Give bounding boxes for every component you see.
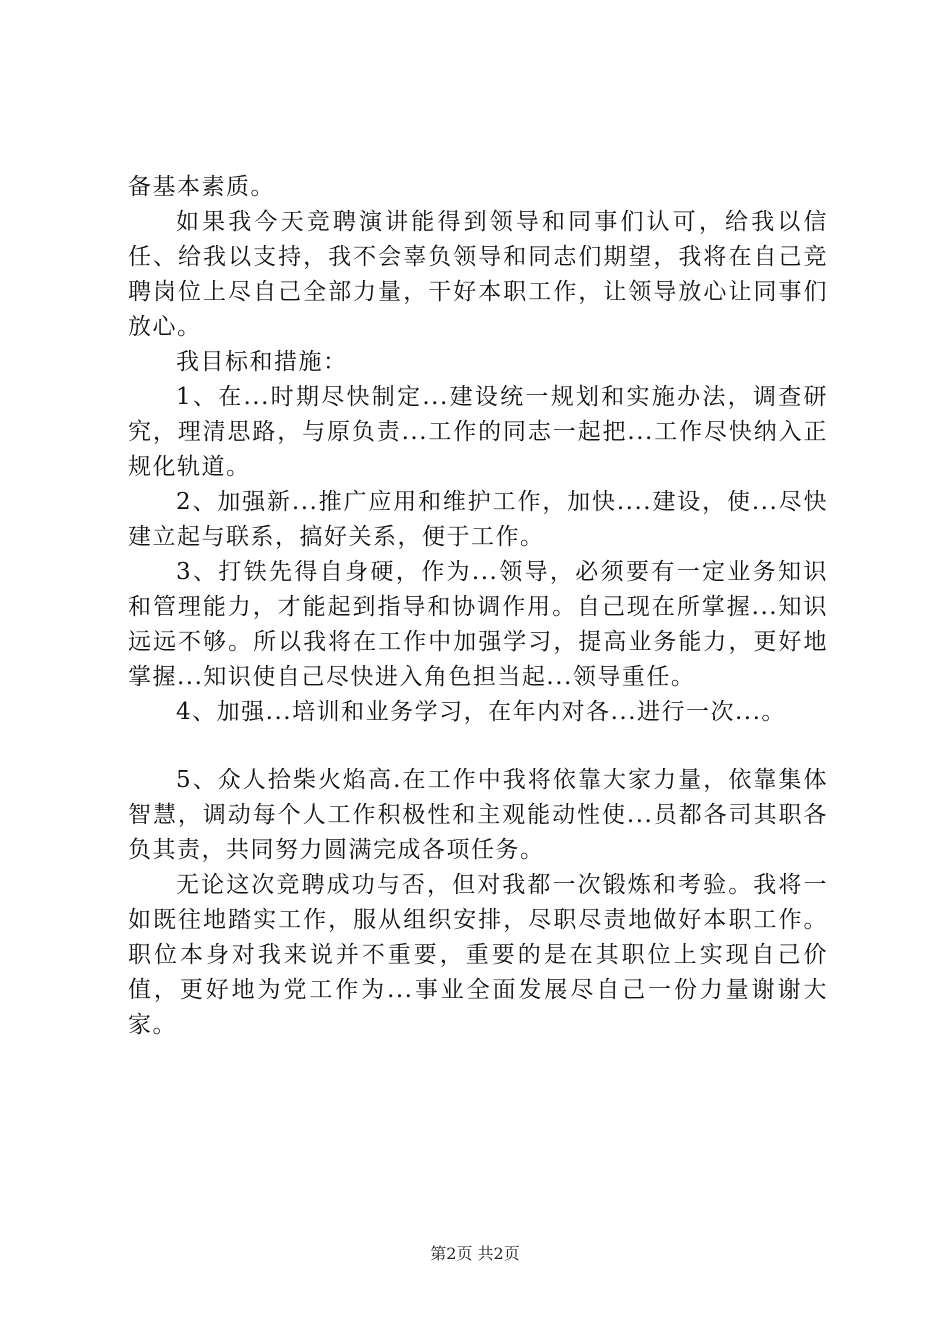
paragraph-item-3: 3、打铁先得自身硬，作为...领导，必须要有一定业务知识和管理能力，才能起到指导和协调作用。自己现在所掌握...知识远远不够。所以我将在工作中加强学习，提高业务能力，更好地掌握...知识使自己尽快进入角色担当起...领导重任。 (128, 559, 828, 690)
paragraph-item-4: 4、加强...培训和业务学习，在年内对各...进行一次...。 (176, 699, 786, 725)
paragraph-item-2: 2、加强新...推广应用和维护工作，加快....建设，使...尽快建立起与联系，搞好关系，便于工作。 (128, 489, 828, 550)
paragraph-closing: 无论这次竞聘成功与否，但对我都一次锻炼和考验。我将一如既往地踏实工作，服从组织安排，尽职尽责地做好本职工作。职位本身对我来说并不重要，重要的是在其职位上实现自己价值，更好地为党工作为...事业全面发展尽自己一份力量谢谢大家。 (128, 872, 828, 1038)
paragraph-continuation: 备基本素质。 (128, 174, 275, 200)
page-number-footer: 第2页 共2页 (430, 1244, 520, 1263)
document-body (128, 170, 828, 1043)
paragraph-item-1: 1、在...时期尽快制定...建设统一规划和实施办法，调查研究，理清思路，与原负责...工作的同志一起把...工作尽快纳入正规化轨道。 (128, 384, 828, 480)
paragraph-recognition: 如果我今天竞聘演讲能得到领导和同事们认可，给我以信任、给我以支持，我不会辜负领导和同志们期望，我将在自己竞聘岗位上尽自己全部力量，干好本职工作，让领导放心让同事们放心。 (128, 209, 828, 340)
paragraph-item-5: 5、众人拾柴火焰高.在工作中我将依靠大家力量，依靠集体智慧，调动每个人工作积极性和主观能动性使...员都各司其职各负其责，共同努力圆满完成各项任务。 (128, 767, 828, 863)
paragraph-goals-heading: 我目标和措施： (176, 349, 348, 375)
paragraph-gap (128, 730, 828, 763)
